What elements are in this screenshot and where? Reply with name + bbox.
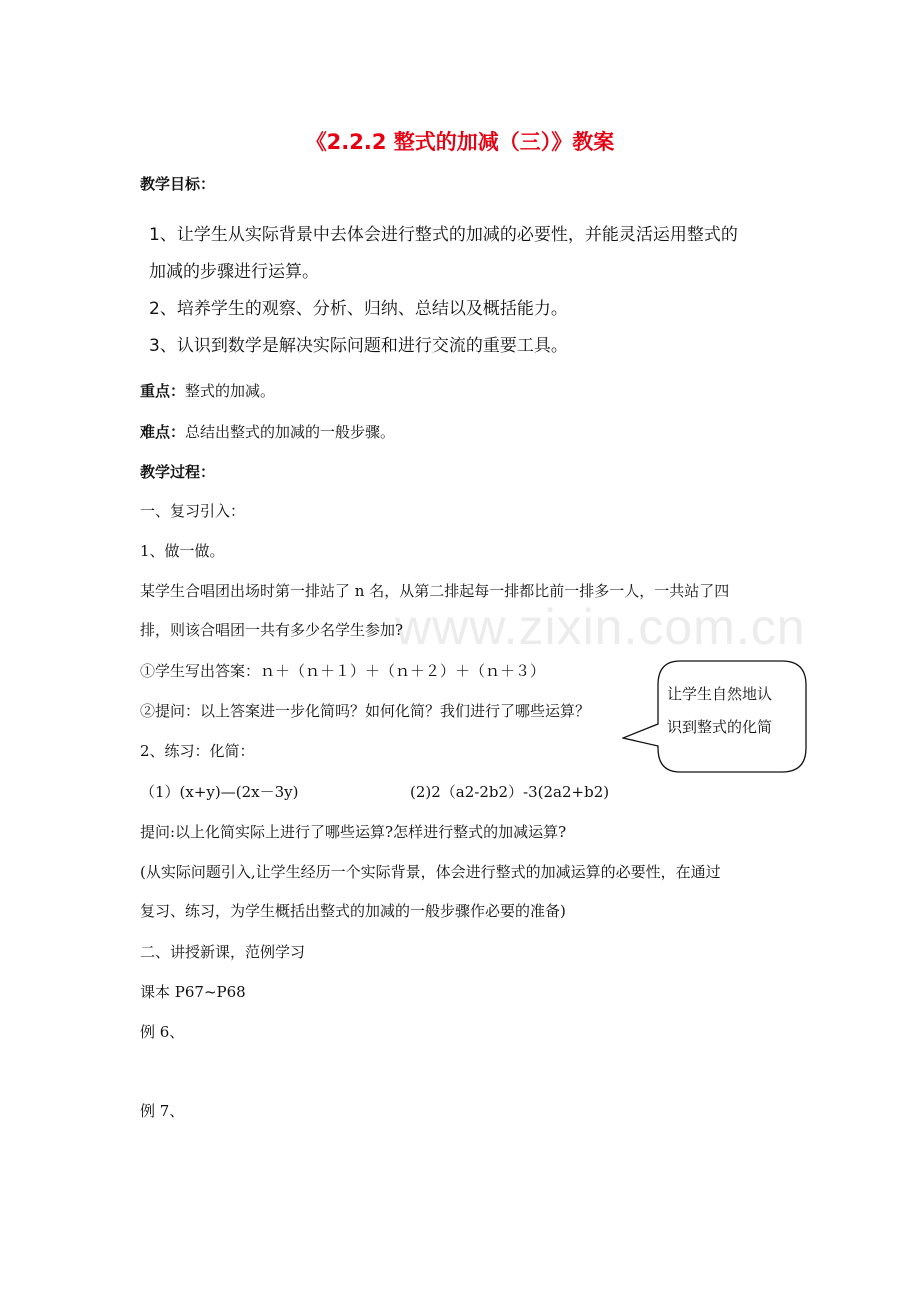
note-line-2: 复习、练习，为学生概括出整式的加减的一般步骤作必要的准备) [140,902,566,920]
item-2: 2、练习：化简： [140,742,255,760]
key-point-label: 重点： [140,382,186,400]
problem-line-1: 某学生合唱团出场时第一排站了 n 名，从第二排起每一排都比前一排多一人，一共站了四 [140,582,730,600]
answer-line: ①学生写出答案：ｎ＋（ｎ＋１）＋（ｎ＋２）＋（ｎ＋３） [140,662,546,680]
problem-line-2: 排，则该合唱团一共有多少名学生参加? [140,621,404,639]
process-heading: 教学过程： [140,463,216,481]
goal-line-2: 加减的步骤进行运算。 [149,262,319,282]
item-1: 1、做一做。 [140,542,225,560]
question-line: ②提问：以上答案进一步化简吗？如何化简？我们进行了哪些运算？ [140,702,591,720]
page-title: 《2.2.2 整式的加减（三）》教案 [305,130,615,154]
goal-line-4: 3、认识到数学是解决实际问题和进行交流的重要工具。 [149,336,568,356]
callout-text [667,678,797,744]
difficulty-label: 难点： [140,423,186,441]
key-point [140,380,275,401]
watermark: www.zixin.com.cn [395,599,806,655]
difficulty [140,421,395,442]
difficulty-text: 总结出整式的加减的一般步骤。 [185,423,396,441]
callout-line-2: 识到整式的化简 [667,718,773,736]
example-7: 例 7、 [140,1102,185,1120]
section-2-heading: 二、讲授新课，范例学习 [140,943,306,961]
example-6: 例 6、 [140,1023,185,1041]
goal-line-1: 1、让学生从实际背景中去体会进行整式的加减的必要性，并能灵活运用整式的 [149,225,738,245]
key-point-text: 整式的加减。 [185,382,276,400]
question-2: 提问:以上化简实际上进行了哪些运算?怎样进行整式的加减运算? [140,823,567,841]
callout-bubble [622,660,808,774]
callout-line-1: 让学生自然地认 [667,685,773,703]
exercise-1: （1）(x+y)—(2x－3y) [140,783,299,801]
exercise-2: (2)2（a2-2b2）-3(2a2+b2) [410,783,610,801]
textbook-pages: 课本 P67~P68 [140,983,246,1001]
section-1-heading: 一、复习引入： [140,502,246,520]
note-line-1: (从实际问题引入,让学生经历一个实际背景，体会进行整式的加减运算的必要性，在通过 [140,863,721,881]
objectives-heading: 教学目标： [140,175,216,193]
goal-line-3: 2、培养学生的观察、分析、归纳、总结以及概括能力。 [149,299,568,319]
